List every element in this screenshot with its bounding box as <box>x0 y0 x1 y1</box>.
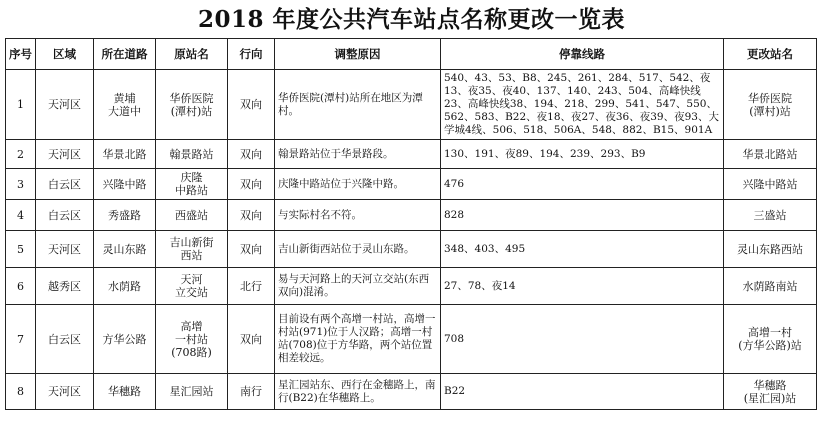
cell-no: 7 <box>6 305 36 374</box>
cell-direction: 双向 <box>228 169 275 200</box>
cell-reason: 吉山新街西站位于灵山东路。 <box>275 231 441 268</box>
header-no: 序号 <box>6 39 36 70</box>
table-row <box>6 200 817 231</box>
station-rename-table <box>5 38 817 410</box>
cell-reason: 星汇园站东、西行在金穗路上，南行(B22)在华穗路上。 <box>275 374 441 410</box>
table-row <box>6 140 817 169</box>
cell-reason: 翰景路站位于华景路段。 <box>275 140 441 169</box>
cell-new-name: 华侨医院 (潭村)站 <box>724 70 817 140</box>
cell-lines: 27、78、夜14 <box>441 268 724 305</box>
table-row <box>6 268 817 305</box>
cell-lines: 540、43、53、B8、245、261、284、517、542、夜13、夜35、夜40、137、140、243、504、高峰快线23、高峰快线38、194、218、299、541、547、550、562、583、B22、夜18、夜27、夜36、夜39、夜93、大学城4线、506、518、506A、548、882、B15、901A <box>441 70 724 140</box>
cell-reason: 华侨医院(潭村)站所在地区为潭村。 <box>275 70 441 140</box>
cell-reason: 易与天河路上的天河立交站(东西双向)混淆。 <box>275 268 441 305</box>
cell-old-name: 西盛站 <box>156 200 228 231</box>
cell-no: 5 <box>6 231 36 268</box>
header-direction: 行向 <box>228 39 275 70</box>
cell-road: 黄埔 大道中 <box>94 70 156 140</box>
header-road: 所在道路 <box>94 39 156 70</box>
cell-no: 3 <box>6 169 36 200</box>
cell-road: 灵山东路 <box>94 231 156 268</box>
cell-new-name: 华穗路 (星汇园)站 <box>724 374 817 410</box>
cell-new-name: 华景北路站 <box>724 140 817 169</box>
header-lines: 停靠线路 <box>441 39 724 70</box>
cell-no: 8 <box>6 374 36 410</box>
cell-district: 天河区 <box>36 70 94 140</box>
cell-direction: 北行 <box>228 268 275 305</box>
cell-road: 秀盛路 <box>94 200 156 231</box>
cell-lines: 348、403、495 <box>441 231 724 268</box>
cell-direction: 双向 <box>228 231 275 268</box>
cell-lines: 130、191、夜89、194、239、293、B9 <box>441 140 724 169</box>
cell-lines: 828 <box>441 200 724 231</box>
cell-reason: 庆隆中路站位于兴隆中路。 <box>275 169 441 200</box>
cell-district: 白云区 <box>36 169 94 200</box>
cell-no: 6 <box>6 268 36 305</box>
table-row <box>6 231 817 268</box>
cell-old-name: 高增 一村站 (708路) <box>156 305 228 374</box>
cell-reason: 目前设有两个高增一村站，高增一村站(971)位于人汉路；高增一村站(708)位于方华路，两个站位置相差较远。 <box>275 305 441 374</box>
cell-no: 4 <box>6 200 36 231</box>
cell-lines: 708 <box>441 305 724 374</box>
cell-new-name: 水荫路南站 <box>724 268 817 305</box>
cell-road: 水荫路 <box>94 268 156 305</box>
header-district: 区域 <box>36 39 94 70</box>
cell-district: 天河区 <box>36 140 94 169</box>
cell-old-name: 星汇园站 <box>156 374 228 410</box>
cell-new-name: 灵山东路西站 <box>724 231 817 268</box>
table-row <box>6 70 817 140</box>
table-row <box>6 374 817 410</box>
cell-lines: 476 <box>441 169 724 200</box>
cell-road: 华穗路 <box>94 374 156 410</box>
cell-road: 方华公路 <box>94 305 156 374</box>
cell-new-name: 三盛站 <box>724 200 817 231</box>
cell-district: 越秀区 <box>36 268 94 305</box>
cell-new-name: 兴隆中路站 <box>724 169 817 200</box>
cell-no: 2 <box>6 140 36 169</box>
cell-reason: 与实际村名不符。 <box>275 200 441 231</box>
table-row <box>6 305 817 374</box>
cell-direction: 南行 <box>228 374 275 410</box>
cell-no: 1 <box>6 70 36 140</box>
header-new-name: 更改站名 <box>724 39 817 70</box>
cell-road: 兴隆中路 <box>94 169 156 200</box>
cell-lines: B22 <box>441 374 724 410</box>
cell-old-name: 翰景路站 <box>156 140 228 169</box>
table-header-row <box>6 39 817 70</box>
cell-direction: 双向 <box>228 140 275 169</box>
cell-direction: 双向 <box>228 70 275 140</box>
cell-road: 华景北路 <box>94 140 156 169</box>
cell-old-name: 华侨医院 (潭村)站 <box>156 70 228 140</box>
cell-district: 天河区 <box>36 374 94 410</box>
cell-district: 白云区 <box>36 305 94 374</box>
cell-old-name: 天河 立交站 <box>156 268 228 305</box>
cell-district: 天河区 <box>36 231 94 268</box>
cell-district: 白云区 <box>36 200 94 231</box>
header-reason: 调整原因 <box>275 39 441 70</box>
cell-old-name: 庆隆 中路站 <box>156 169 228 200</box>
table-row <box>6 169 817 200</box>
cell-direction: 双向 <box>228 200 275 231</box>
cell-direction: 双向 <box>228 305 275 374</box>
header-old-name: 原站名 <box>156 39 228 70</box>
page-title: 2018 年度公共汽车站点名称更改一览表 <box>197 6 626 33</box>
cell-old-name: 吉山新街 西站 <box>156 231 228 268</box>
cell-new-name: 高增一村 (方华公路)站 <box>724 305 817 374</box>
